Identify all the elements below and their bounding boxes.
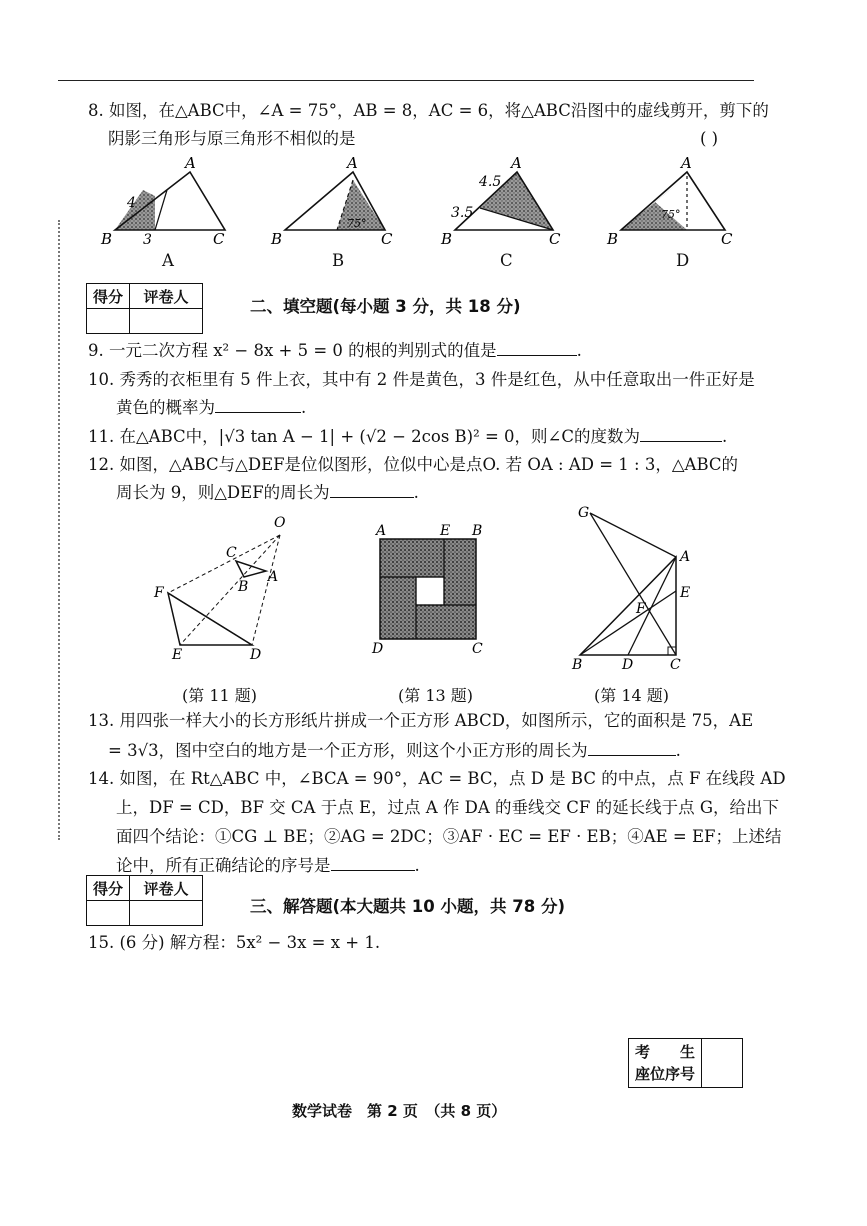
q8a-side-label-1: 4 bbox=[127, 195, 136, 211]
seat-number-box bbox=[628, 1038, 743, 1088]
reviewer-cell[interactable] bbox=[130, 309, 203, 334]
header-rule bbox=[58, 80, 754, 81]
q8-option-d-label: D bbox=[676, 251, 690, 270]
q8-option-d-figure bbox=[606, 154, 733, 248]
q12-line1: 12. 如图，△ABC与△DEF是位似图形，位似中心是点O. 若 OA : AD = 1 : 3，△ABC的 bbox=[88, 455, 739, 474]
q11-answer-blank[interactable] bbox=[640, 441, 722, 442]
fig13-point-c: C bbox=[472, 641, 483, 657]
fig13-diagram bbox=[371, 523, 483, 657]
q8d-vertex-b: B bbox=[607, 230, 619, 248]
q8-option-b-figure bbox=[270, 154, 393, 248]
seat-number-field[interactable] bbox=[702, 1039, 743, 1088]
q8b-vertex-a: A bbox=[347, 154, 358, 172]
fig13-point-b: B bbox=[472, 523, 483, 539]
reviewer-header: 评卷人 bbox=[130, 876, 203, 901]
q10-line2: 黄色的概率为 . bbox=[116, 398, 307, 417]
q13-answer-blank[interactable] bbox=[588, 755, 676, 756]
fig13-point-e: E bbox=[440, 523, 451, 539]
q8b-angle-label: 75° bbox=[347, 217, 367, 230]
figures-row bbox=[140, 505, 780, 675]
q12-line2: 周长为 9，则△DEF的周长为 . bbox=[116, 483, 419, 502]
q8-option-figures bbox=[95, 150, 775, 270]
q8c-side-label-1: 4.5 bbox=[479, 174, 502, 190]
q8-option-a-figure bbox=[100, 154, 225, 248]
score-header: 得分 bbox=[87, 876, 130, 901]
fig14-point-d: D bbox=[622, 657, 634, 673]
q8c-vertex-b: B bbox=[441, 230, 453, 248]
q8c-side-label-2: 3.5 bbox=[451, 205, 474, 221]
q13-line2: = 3√3，图中空白的地方是一个正方形，则这个小正方形的周长为 . bbox=[108, 741, 681, 760]
reviewer-header: 评卷人 bbox=[130, 284, 203, 309]
q8-line1: 8. 如图，在△ABC中，∠A = 75°，AB = 8，AC = 6，将△ABC沿图中的虚线剪开，剪下的 bbox=[88, 101, 769, 120]
q14-line3: 面四个结论：①CG ⊥ BE；②AG = 2DC；③AF · EC = EF · EB；④AE = EF；上述结 bbox=[116, 827, 782, 846]
fig14-point-g: G bbox=[578, 505, 590, 521]
q8d-angle-label: 75° bbox=[661, 208, 681, 221]
q11-question: 11. 在△ABC中，|√3 tan A − 1| + (√2 − 2cos B)² = 0，则∠C的度数为 . bbox=[88, 427, 728, 446]
q14-answer-blank[interactable] bbox=[331, 870, 415, 871]
page-footer: 数学试卷 第 2 页 （共 8 页） bbox=[292, 1102, 507, 1120]
fig11-point-o: O bbox=[274, 515, 286, 531]
q8c-vertex-c: C bbox=[549, 230, 561, 248]
fig11-point-d: D bbox=[250, 647, 262, 663]
reviewer-cell[interactable] bbox=[130, 901, 203, 926]
q8a-side-label-2: 3 bbox=[143, 232, 152, 248]
q13-line1: 13. 用四张一样大小的长方形纸片拼成一个正方形 ABCD，如图所示，它的面积是 75，AE bbox=[88, 711, 754, 730]
fig11-point-b: B bbox=[238, 579, 249, 595]
fig14-diagram bbox=[571, 505, 690, 673]
q8a-vertex-c: C bbox=[213, 230, 225, 248]
fig11-point-a: A bbox=[268, 569, 279, 585]
q8a-vertex-a: A bbox=[185, 154, 196, 172]
q8b-vertex-c: C bbox=[381, 230, 393, 248]
fig14-point-a: A bbox=[680, 549, 691, 565]
fig11-diagram bbox=[153, 515, 286, 663]
fig14-point-b: B bbox=[572, 657, 583, 673]
q8c-vertex-a: A bbox=[511, 154, 522, 172]
q10-line1: 10. 秀秀的衣柜里有 5 件上衣，其中有 2 件是黄色，3 件是红色，从中任意取出一件正好是 bbox=[88, 370, 755, 389]
q9-answer-blank[interactable] bbox=[497, 355, 577, 356]
section2-title: 二、填空题(每小题 3 分，共 18 分) bbox=[250, 297, 521, 316]
q14-line1: 14. 如图，在 Rt△ABC 中，∠BCA = 90°，AC = BC，点 D 是 BC 的中点，点 F 在线段 AD bbox=[88, 769, 786, 788]
fig13-point-a: A bbox=[376, 523, 387, 539]
section2-score-table bbox=[86, 283, 203, 334]
fig11-point-e: E bbox=[172, 647, 183, 663]
q8-answer-paren: ( ) bbox=[700, 129, 719, 148]
q8b-vertex-b: B bbox=[271, 230, 283, 248]
q10-answer-blank[interactable] bbox=[215, 412, 301, 413]
q8-line2: 阴影三角形与原三角形不相似的是 bbox=[108, 129, 356, 148]
q12-answer-blank[interactable] bbox=[330, 497, 414, 498]
fig14-caption: (第 14 题) bbox=[594, 686, 670, 705]
fig11-point-f: F bbox=[154, 585, 164, 601]
fig14-point-e: E bbox=[680, 585, 691, 601]
q14-line4: 论中，所有正确结论的序号是 . bbox=[116, 856, 420, 875]
q8d-vertex-a: A bbox=[681, 154, 692, 172]
score-cell[interactable] bbox=[87, 309, 130, 334]
q9-question: 9. 一元二次方程 x² − 8x + 5 = 0 的根的判别式的值是 . bbox=[88, 341, 582, 360]
q14-line2: 上，DF = CD，BF 交 CA 于点 E，过点 A 作 DA 的垂线交 CF 的延长线于点 G，给出下 bbox=[116, 798, 780, 817]
section3-title: 三、解答题(本大题共 10 小题，共 78 分) bbox=[250, 897, 565, 916]
score-cell[interactable] bbox=[87, 901, 130, 926]
fig11-point-c: C bbox=[226, 545, 237, 561]
q15-question: 15. (6 分) 解方程：5x² − 3x = x + 1. bbox=[88, 933, 381, 952]
fig11-caption: (第 11 题) bbox=[182, 686, 258, 705]
fig14-point-f: F bbox=[636, 601, 646, 617]
seat-label: 考 生 座位序号 bbox=[629, 1039, 702, 1088]
q8-option-c-label: C bbox=[500, 251, 513, 270]
fig13-point-d: D bbox=[372, 641, 384, 657]
fig14-point-c: C bbox=[670, 657, 681, 673]
q8d-vertex-c: C bbox=[721, 230, 733, 248]
fig13-caption: (第 13 题) bbox=[398, 686, 474, 705]
q8a-vertex-b: B bbox=[101, 230, 113, 248]
score-header: 得分 bbox=[87, 284, 130, 309]
section3-score-table bbox=[86, 875, 203, 926]
q8-option-a-label: A bbox=[162, 251, 174, 270]
binding-dotted-line bbox=[58, 220, 60, 840]
q8-option-c-figure bbox=[440, 154, 561, 248]
q8-option-b-label: B bbox=[332, 251, 345, 270]
